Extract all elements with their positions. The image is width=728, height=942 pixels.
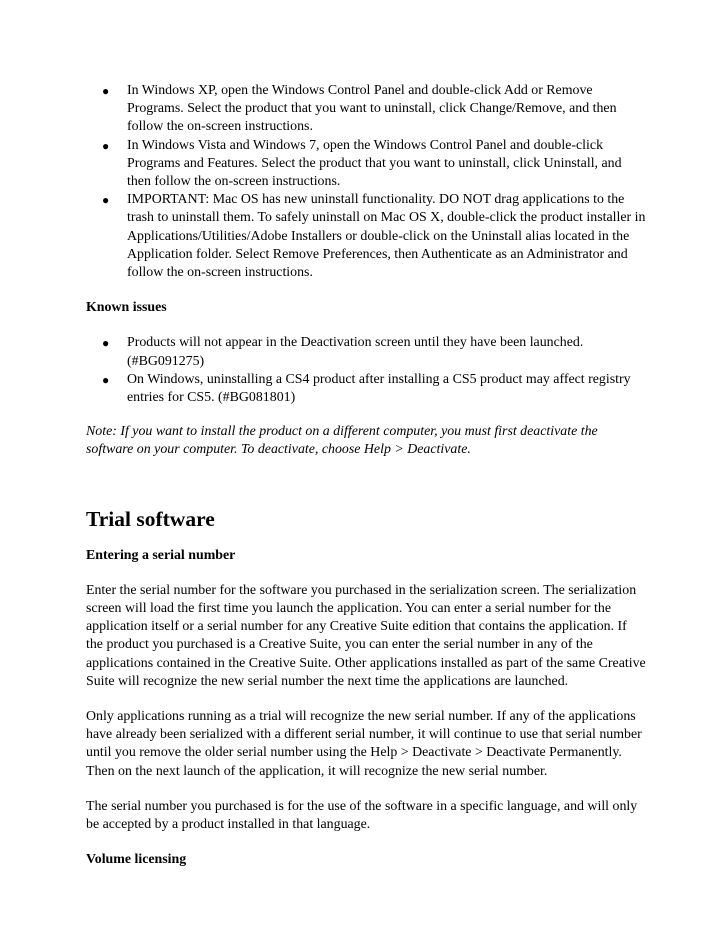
bullet-icon: ● [102, 372, 110, 387]
list-item [102, 82, 646, 137]
deactivate-note: Note: If you want to install the product on a different computer, you must first deactivate the software on your computer. To deactivate, choose Help > Deactivate. [86, 424, 598, 458]
trial-software-title: Trial software [86, 506, 215, 531]
bullet-icon: ● [102, 138, 110, 153]
list-item-text: On Windows, uninstalling a CS4 product after installing a CS5 product may affect registry entries for CS5. (#BG081801) [127, 371, 631, 406]
list-item-text: In Windows XP, open the Windows Control Panel and double-click Add or Remove Programs. Select the product that you want to uninstall, click Change/Remove, and then follow the on-screen instructions. [127, 83, 617, 135]
known-issues-heading: Known issues [86, 300, 167, 316]
list-item-text: IMPORTANT: Mac OS has new uninstall functionality. DO NOT drag applications to the trash to uninstall them. To safely uninstall on Mac OS X, double-click the product installer in Applications/Utilities/Adobe Installers or double-click on the Uninstall alias located in the Application folder. Select Remove Preferences, then Authenticate as an Administrator and follow the on-screen instructions. [127, 192, 646, 281]
serial-number-heading: Entering a serial number [86, 547, 236, 563]
bullet-icon: ● [102, 84, 110, 98]
list-item [102, 334, 646, 370]
serial-paragraph-2: Only applications running as a trial will recognize the new serial number. If any of the applications have already been serialized with a different serial number, it will continue to use that serial number until you remove the older serial number using the Help > Deactivate > Deactivate Permanently. Then on the next launch of the application, it will recognize the new serial number. [86, 709, 642, 779]
list-item-text: In Windows Vista and Windows 7, open the Windows Control Panel and double-click Programs and Features. Select the product that you want to uninstall, click Uninstall, and then follow the on-screen instructions. [127, 137, 622, 190]
bullet-icon: ● [102, 193, 110, 208]
list-item [102, 191, 646, 282]
known-issues-list [86, 334, 646, 407]
serial-paragraph-1: Enter the serial number for the software you purchased in the serialization screen. The serialization screen will load the first time you launch the application. You can enter a serial number for the application itself or a serial number for any Creative Suite edition that contains the application. If the product you purchased is a Creative Suite, you can enter the serial number in any of the applications contained in the Creative Suite. Other applications installed as part of the same Creative Suite will recognize the new serial number the next time the applications are launched. [86, 582, 646, 689]
document-page [86, 82, 646, 870]
bullet-icon: ● [102, 336, 110, 351]
list-item [102, 137, 646, 192]
serial-paragraph-3: The serial number you purchased is for the use of the software in a specific language, and will only be accepted by a product installed in that language. [86, 798, 638, 833]
list-item-text: Products will not appear in the Deactivation screen until they have been launched. (#BG091275) [127, 335, 584, 369]
uninstall-list [86, 82, 646, 282]
list-item [102, 371, 646, 407]
volume-licensing-heading: Volume licensing [86, 852, 187, 868]
